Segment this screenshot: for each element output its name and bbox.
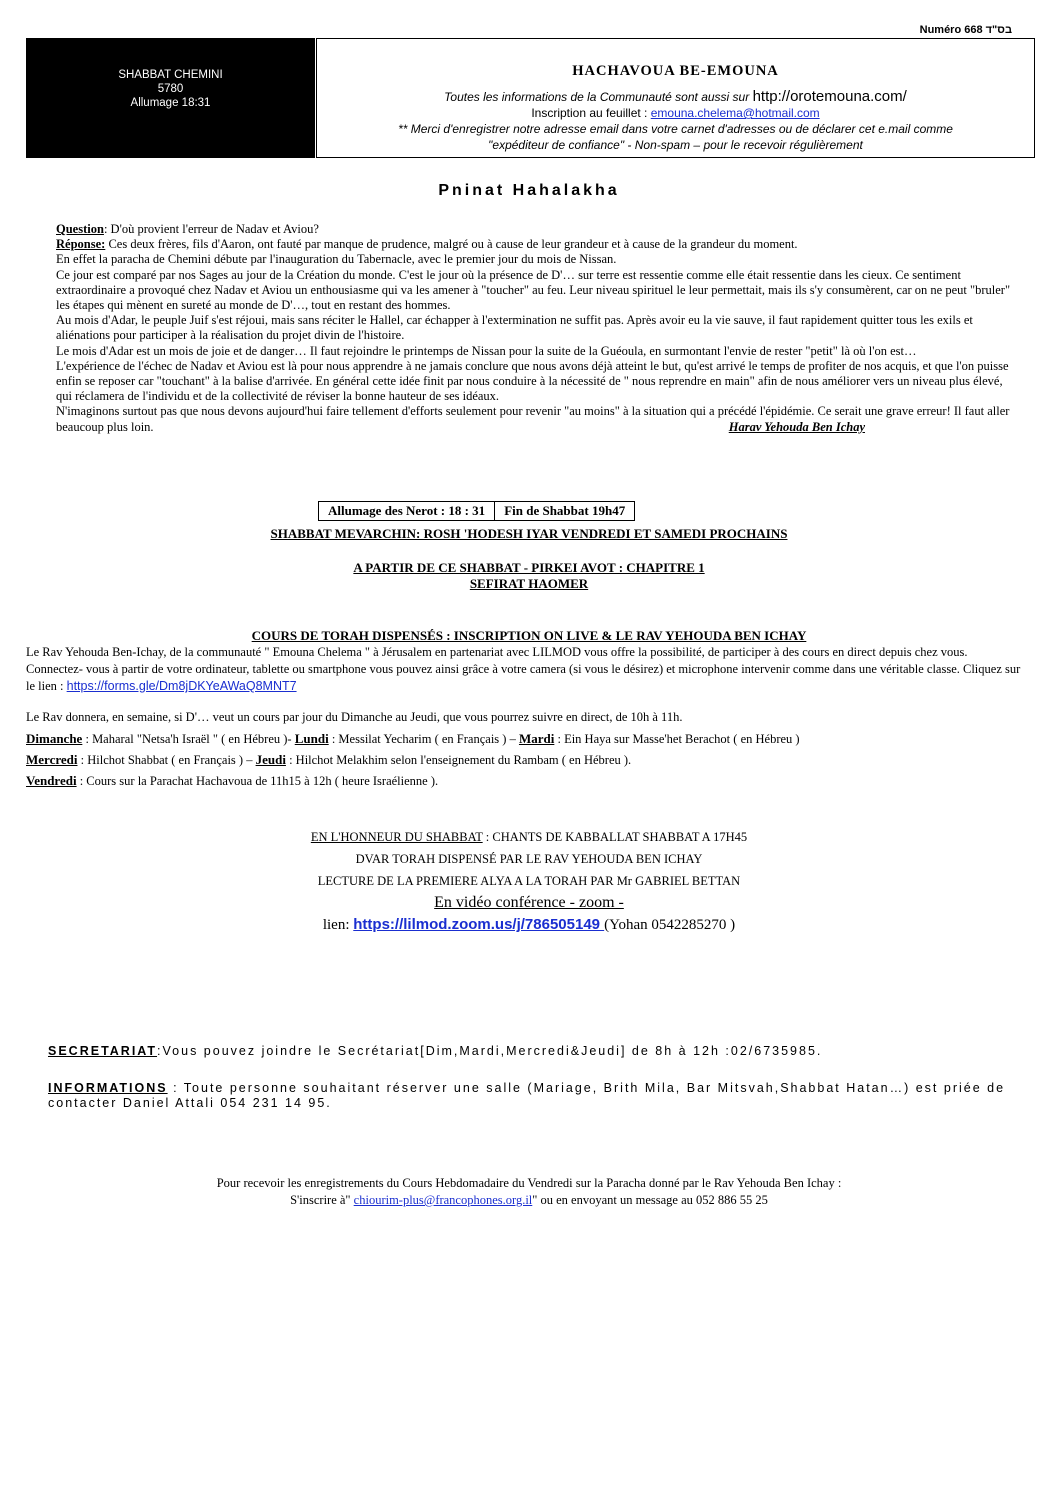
parasha-name: SHABBAT CHEMINI [118,69,223,81]
subscription-email-link[interactable]: emouna.chelema@hotmail.com [650,106,820,120]
article-body [56,222,1011,435]
question: Question: D'où provient l'erreur de Nadav et Aviou? [56,222,319,236]
zoom-link-line: lien: https://lilmod.zoom.us/j/786505149 (Yohan 0542285270 ) [322,916,736,933]
cours-days-row-2: Mercredi : Hilchot Shabbat ( en Français ) – Jeudi : Hilchot Melakhim selon l'enseignement du Rambam ( en Hébreu ). [26,752,632,767]
reponse: Réponse: Ces deux frères, fils d'Aaron, ont fauté par manque de prudence, malgré ou à cause de leur grandeur et à cause de la grandeur du moment. [56,237,798,252]
article-signature: Harav Yehouda Ben Ichay [728,419,865,434]
zoom-link[interactable]: https://lilmod.zoom.us/j/786505149 [353,916,605,933]
community-info: Toutes les informations de la Communauté sont aussi sur http://orotemouna.com/ [444,88,907,105]
footer [0,1175,1058,1209]
cours-section [26,644,1026,790]
allumage-nerot: Allumage des Nerot : 18 : 31 [328,503,486,518]
article-heading: Pninat Hahalakha [438,182,620,199]
secretariat-section [48,1044,1028,1133]
hebrew-year: 5780 [157,83,184,95]
informations-line: INFORMATIONS : Toute personne souhaitant réserver une salle (Mariage, Brith Mila, Bar Mitsvah,Shabbat Hatan…) est priée de contacter Daniel Attali 054 231 14 95. [48,1081,1006,1110]
shabbat-mevarchin: SHABBAT MEVARCHIN: ROSH 'HODESH IYAR VENDREDI ET SAMEDI PROCHAINS [270,526,788,541]
honneur-line-2: DVAR TORAH DISPENSÉ PAR LE RAV YEHOUDA BEN ICHAY [355,852,703,866]
footer-line-1: Pour recevoir les enregistrements du Cours Hebdomadaire du Vendredi sur la Paracha donné par le Rav Yehouda Ben Ichay : [216,1176,842,1190]
newsletter-title: HACHAVOUA BE-EMOUNA [572,63,779,79]
cours-days-row-1: Dimanche : Maharal "Netsa'h Israël " ( en Hébreu )- Lundi : Messilat Yecharim ( en Français ) – Mardi : Ein Haya sur Masse'het Berachot ( en Hébreu ) [26,731,800,746]
subscription-line: Inscription au feuillet : emouna.chelema@hotmail.com [531,106,820,120]
website-link[interactable]: http://orotemouna.com/ [752,88,907,105]
pirkei-avot: A PARTIR DE CE SHABBAT - PIRKEI AVOT : CHAPITRE 1 [353,560,705,575]
sefirat-haomer: SEFIRAT HAOMER [469,576,589,591]
article-paragraph: En effet la paracha de Chemini débute par l'inauguration du Tabernacle, avec le premier jour du mois de Nissan. [56,252,617,267]
video-conference-label: En vidéo conférence - zoom - [434,894,624,911]
footer-line-2: S'inscrire à" chiourim-plus@francophones.org.il" ou en envoyant un message au 052 886 55 25 [290,1193,768,1207]
article-conclusion: N'imaginons surtout pas que nous devons aujourd'hui faire tellement d'efforts seulement pour revenir "au moins" à la situation qui a précédé l'épidémie. Ce serait une grave erreur! Il faut aller beaucoup plus loin. Harav Yehouda Ben Ichay [56,404,1010,434]
article-paragraph: Ce jour est comparé par nos Sages au jour de la Création du monde. C'est le jour où la présence de D'… sur terre est ressentie comme elle était ressentie dans les cieux. Ce sentiment extraordinaire a provoqué chez Nadav et Aviou un enthousiasme qui va les amener à "toucher" au feu. Leur niveau spirituel le leur permettait, mais ils s'y consumèrent, car on ne peut "bruler" les étapes qui mènent en sureté au monde de D'…, tout en restant des hommes. [56,267,1011,313]
honneur-line-3: LECTURE DE LA PREMIERE ALYA A LA TORAH PAR Mr GABRIEL BETTAN [317,874,741,888]
registration-form-link[interactable]: https://forms.gle/Dm8jDKYeAWaQ8MNT7 [66,679,297,693]
article-paragraph: L'expérience de l'échec de Nadav et Aviou est là pour nous apprendre à ne jamais conclure que nous avons déjà atteint le but, qu'est arrivé le temps de profiter de nos acquis, et que l'on puisse enfin se reposer car "touchant" à la balise d'arrivée. En général cette idée finit par nous conduire à la nécessité de " nous reprendre en main" afin de nous améliorer vers un niveau plus élevé, qui réclamera de l'individu et de la collectivité de réviser la bonne hauteur de ses idéaux. [56,358,1009,404]
cours-schedule: Le Rav donnera, en semaine, si D'… veut un cours par jour du Dimanche au Jeudi, que vous pourrez suivre en direct, de 10h à 11h. [26,710,683,724]
shabbat-times-box [318,501,635,521]
allumage-time: Allumage 18:31 [130,97,211,109]
chiourim-email-link[interactable]: chiourim-plus@francophones.org.il [353,1193,533,1207]
spam-note-2: "expéditeur de confiance" - Non-spam – pour le recevoir régulièrement [488,138,863,152]
cours-intro: Le Rav Yehouda Ben-Ichay, de la communauté " Emouna Chelema " à Jérusalem en partenariat avec LILMOD vous offre la possibilité, de participer à des cours en direct depuis chez vous. Connectez- vous à partir de votre ordinateur, tablette ou smartphone vous pouvez ainsi grâce à votre camera (si vous le désirez) et microphone intervenir comme dans une véritable classe. Cliquez sur le lien : https://forms.gle/Dm8jDKYeAWaQ8MNT7 [26,645,1021,693]
cours-title: COURS DE TORAH DISPENSÉS : INSCRIPTION ON LIVE & LE RAV YEHOUDA BEN ICHAY [251,628,807,643]
cours-days-row-3: Vendredi : Cours sur la Parachat Hachavoua de 11h15 à 12h ( heure Israélienne ). [26,773,439,788]
article-paragraph: Le mois d'Adar est un mois de joie et de danger… Il faut rejoindre le printemps de Nissan pour la suite de la Guéoula, en surmontant l'envie de rester "petit" là où l'on est… [56,343,917,358]
fin-shabbat: Fin de Shabbat 19h47 [494,502,634,520]
honneur-line-1: EN L'HONNEUR DU SHABBAT : CHANTS DE KABBALLAT SHABBAT A 17H45 [310,830,748,844]
newsletter-header [316,38,1035,158]
issue-number: Numéro 668 בס"ד [919,24,1012,36]
honneur-shabbat [0,826,1058,936]
shabbat-info-box [26,38,315,158]
spam-note-1: ** Merci d'enregistrer notre adresse email dans votre carnet d'adresses ou de déclarer cet e.mail comme [398,122,953,136]
secretariat-line: SECRETARIAT:Vous pouvez joindre le Secrétariat[Dim,Mardi,Mercredi&Jeudi] de 8h à 12h :02/6735985. [48,1044,823,1058]
article-paragraph: Au mois d'Adar, le peuple Juif s'est réjoui, mais sans réciter le Hallel, car échapper à l'extermination ne suffit pas. Après avoir eu la vie sauve, il faut rapidement quitter tous les exils et aliénations pour participer à la réalisation du projet divin de l'histoire. [56,313,973,343]
